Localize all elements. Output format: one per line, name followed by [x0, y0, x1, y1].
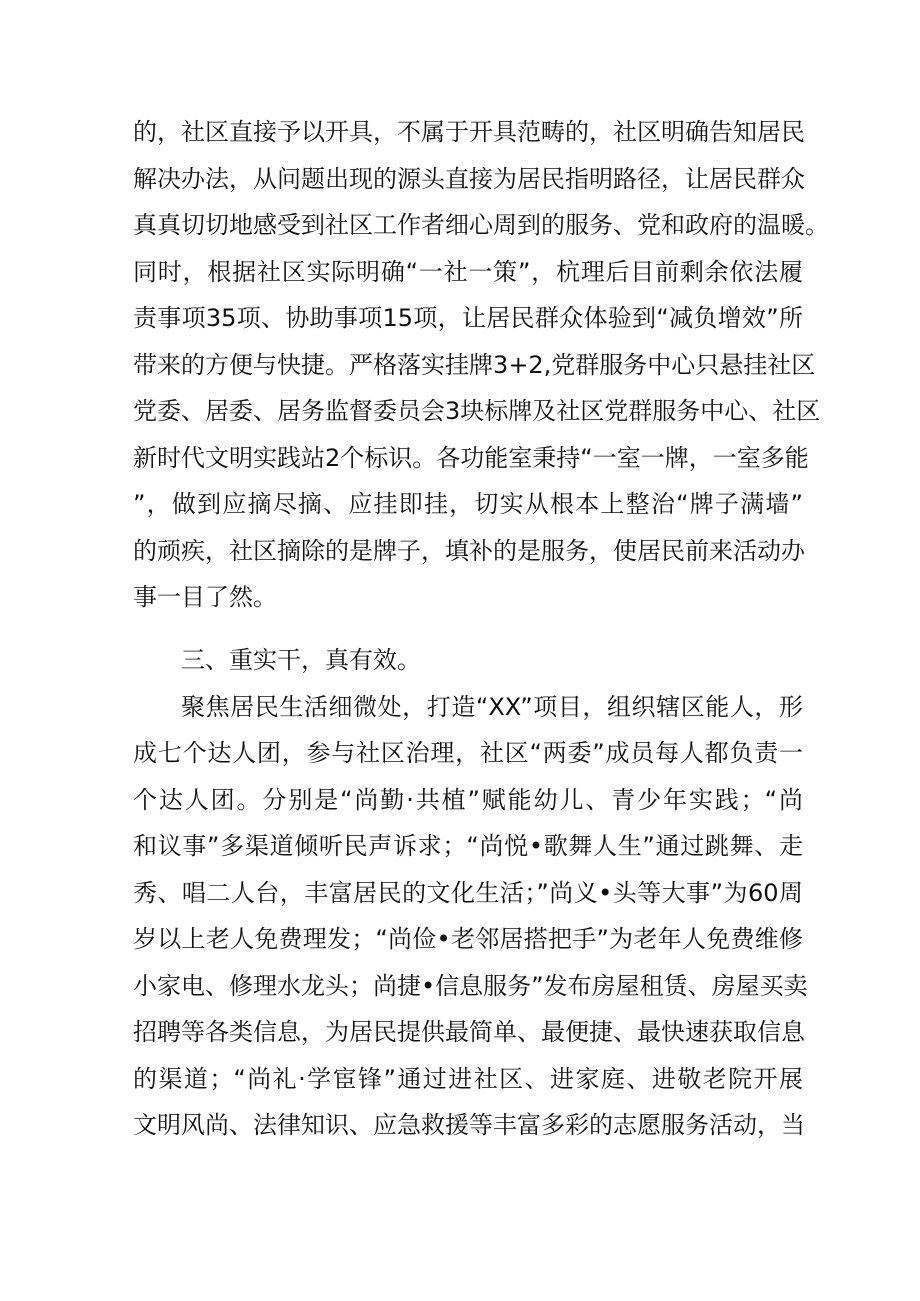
- paragraph-line: 带来的方便与快捷。严格落实挂牌3+2,党群服务中心只悬挂社区: [133, 351, 816, 379]
- paragraph-line: 个达人团。分别是“尚勤·共植”赋能幼儿、青少年实践；“尚: [133, 786, 803, 814]
- paragraph-line: 聚焦居民生活细微处，打造“XX”项目，组织辖区能人，形: [181, 693, 803, 721]
- paragraph-line: 文明风尚、法律知识、应急救援等丰富多彩的志愿服务活动，当: [133, 1111, 805, 1139]
- paragraph-line: 秀、唱二人台，丰富居民的文化生活；”尚义•头等大事”为60周: [133, 879, 803, 907]
- paragraph-line: 和议事”多渠道倾听民声诉求；“尚悦•歌舞人生”通过跳舞、走: [133, 832, 803, 860]
- section-heading: 三、重实干，真有效。: [181, 646, 421, 674]
- paragraph-line: 的渠道；“尚礼·学宦锋”通过进社区、进家庭、进敬老院开展: [133, 1065, 803, 1093]
- paragraph-line: 新时代文明实践站2个标识。各功能室秉持“一室一牌，一室多能: [133, 444, 809, 472]
- paragraph-line: ”，做到应摘尽摘、应挂即挂，切实从根本上整治“牌子满墙”: [133, 490, 803, 518]
- paragraph-line: 同时，根据社区实际明确“一社一策”，杭理后目前剩余依法履: [133, 258, 803, 286]
- paragraph-line: 成七个达人团，参与社区治理，社区“两委”成员每人都负责一: [133, 739, 803, 767]
- paragraph-line: 招聘等各类信息，为居民提供最简单、最便捷、最快速获取信息: [133, 1018, 805, 1046]
- paragraph-line: 解决办法，从问题出现的源头直接为居民指明路径，让居民群众: [133, 165, 805, 193]
- paragraph-line: 的顽疾，社区摘除的是牌子，填补的是服务，使居民前来活动办: [133, 537, 805, 565]
- paragraph-line: 小家电、修理水龙头；尚捷•信息服务”发布房屋租赁、房屋买卖: [133, 972, 808, 1000]
- paragraph-line: 真真切切地感受到社区工作者细心周到的服务、党和政府的温暖。: [133, 211, 829, 239]
- paragraph-line: 党委、居委、居务监督委员会3块标牌及社区党群服务中心、社区: [133, 397, 821, 425]
- paragraph-line: 岁以上老人免费理发；“尚俭•老邻居搭把手”为老年人免费维修: [133, 925, 803, 953]
- paragraph-line: 责事项35项、协助事项15项，让居民群众体验到“减负增效”所: [133, 304, 803, 332]
- paragraph-line: 事一目了然。: [133, 583, 277, 611]
- paragraph-line: 的，社区直接予以开具，不属于开具范畴的，社区明确告知居民: [133, 118, 805, 146]
